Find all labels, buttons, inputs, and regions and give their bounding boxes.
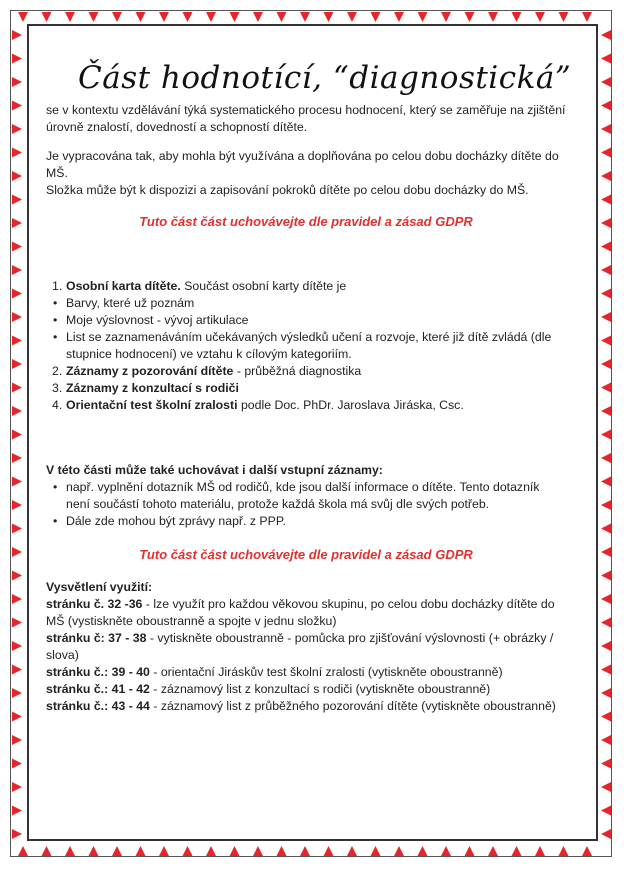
triangle-bottom (136, 846, 146, 856)
triangle-left (12, 30, 22, 40)
usage-line (46, 596, 566, 630)
bullet-item (46, 329, 566, 363)
triangle-top (206, 12, 216, 22)
triangle-bottom (159, 846, 169, 856)
usage-pages: stránku č.: 39 - 40 (46, 665, 150, 679)
triangle-top (18, 12, 28, 22)
triangle-left (12, 101, 22, 111)
triangle-bottom (559, 846, 569, 856)
triangle-bottom (277, 846, 287, 856)
triangle-bottom (324, 846, 334, 856)
triangle-left (12, 759, 22, 769)
triangle-right (601, 547, 611, 557)
triangle-right (601, 618, 611, 628)
triangle-left (12, 688, 22, 698)
triangle-top (535, 12, 545, 22)
usage-text: - záznamový list z průběžného pozorování dítěte (vytiskněte oboustranně) (149, 699, 556, 713)
triangle-top (230, 12, 240, 22)
item-number: 2. (52, 364, 63, 378)
triangle-right (601, 171, 611, 181)
triangle-right (601, 688, 611, 698)
usage-text: - orientační Jiráskův test školní zralosti (vytiskněte oboustranně) (149, 665, 503, 679)
triangle-bottom (347, 846, 357, 856)
triangle-bottom (441, 846, 451, 856)
usage-pages: stránku č.: 43 - 44 (46, 699, 150, 713)
bullet-icon: • (53, 330, 58, 344)
list-item (46, 380, 566, 397)
triangle-right (601, 500, 611, 510)
triangle-bottom (206, 846, 216, 856)
triangle-left (12, 571, 22, 581)
triangle-right (601, 195, 611, 205)
triangle-left (12, 500, 22, 510)
triangle-right (601, 453, 611, 463)
triangle-left (12, 54, 22, 64)
triangle-top (512, 12, 522, 22)
triangle-right (601, 665, 611, 675)
usage-pages: stránku č. 32 -36 (46, 597, 143, 611)
intro-paragraph: se v kontextu vzdělávání týká systematického procesu hodnocení, který se zaměřuje na zjištění úrovně znalostí, dovedností a schopností dítěte. (46, 103, 566, 134)
triangle-left (12, 359, 22, 369)
triangle-bottom (253, 846, 263, 856)
list-item (46, 363, 566, 380)
triangle-right (601, 735, 611, 745)
triangle-right (601, 712, 611, 722)
triangle-bottom (300, 846, 310, 856)
triangle-left (12, 453, 22, 463)
triangle-top (559, 12, 569, 22)
triangle-right (601, 289, 611, 299)
triangle-right (601, 101, 611, 111)
triangle-left (12, 477, 22, 487)
triangle-left (12, 312, 22, 322)
triangle-bottom (582, 846, 592, 856)
triangle-left (12, 430, 22, 440)
triangle-left (12, 712, 22, 722)
bullet-icon: • (53, 313, 58, 327)
triangle-top (441, 12, 451, 22)
triangle-top (89, 12, 99, 22)
triangle-bottom (394, 846, 404, 856)
triangle-right (601, 782, 611, 792)
bullet-item (46, 479, 566, 513)
triangle-right (601, 77, 611, 87)
folder-paragraph: Složka může být k dispozizi a zapisování pokroků dítěte po celou dobu docházky do MŠ. (46, 183, 529, 197)
usage-text: - vytiskněte oboustranně - pomůcka pro zjišťování výslovnosti (+ obrázky / slova) (46, 631, 554, 662)
triangle-right (601, 430, 611, 440)
triangle-top (65, 12, 75, 22)
triangle-right (601, 265, 611, 275)
triangle-left (12, 406, 22, 416)
triangle-right (601, 594, 611, 604)
triangle-top (582, 12, 592, 22)
triangle-bottom (42, 846, 52, 856)
usage-heading: Vysvětlení využití: (46, 580, 153, 594)
triangle-left (12, 148, 22, 158)
triangle-top (465, 12, 475, 22)
contents-list (46, 278, 566, 414)
triangle-top (394, 12, 404, 22)
list-item (46, 278, 566, 295)
triangle-top (136, 12, 146, 22)
triangle-top (112, 12, 122, 22)
page-content (46, 50, 572, 715)
triangle-right (601, 30, 611, 40)
triangle-right (601, 806, 611, 816)
triangle-right (601, 759, 611, 769)
triangle-left (12, 806, 22, 816)
item-text: podle Doc. PhDr. Jaroslava Jiráska, Csc. (237, 398, 464, 412)
triangle-bottom (18, 846, 28, 856)
triangle-bottom (488, 846, 498, 856)
triangle-bottom (112, 846, 122, 856)
triangle-left (12, 265, 22, 275)
bullet-item (46, 312, 566, 329)
bullet-icon: • (53, 296, 58, 310)
triangle-right (601, 124, 611, 134)
triangle-bottom (89, 846, 99, 856)
gdpr-note: Tuto část část uchovávejte dle pravidel a zásad GDPR (139, 214, 473, 229)
triangle-left (12, 336, 22, 346)
triangle-top (159, 12, 169, 22)
bullet-text: List se zaznamenáváním učekávaných výsledků učení a rozvoje, které již dítě zvládá (dle stupnice hodnocení) ve vztahu k cílovým kategoriím. (66, 330, 552, 361)
triangle-bottom (371, 846, 381, 856)
usage-text: - záznamový list z konzultací s rodiči (vytiskněte oboustranně) (149, 682, 491, 696)
triangle-right (601, 406, 611, 416)
item-number: 4. (52, 398, 63, 412)
triangle-left (12, 665, 22, 675)
triangle-top (371, 12, 381, 22)
triangle-right (601, 829, 611, 839)
triangle-top (418, 12, 428, 22)
bullet-item (46, 295, 566, 312)
item-title: Orientační test školní zralosti (66, 398, 238, 412)
triangle-right (601, 148, 611, 158)
triangle-left (12, 524, 22, 534)
triangle-left (12, 829, 22, 839)
triangle-bottom (418, 846, 428, 856)
triangle-left (12, 124, 22, 134)
gdpr-note-second: Tuto část část uchovávejte dle pravidel a zásad GDPR (139, 547, 473, 562)
item-number: 3. (52, 381, 63, 395)
triangle-left (12, 242, 22, 252)
item-text: Součást osobní karty dítěte je (180, 279, 347, 293)
triangle-right (601, 218, 611, 228)
triangle-top (183, 12, 193, 22)
item-title: Osobní karta dítěte. (66, 279, 181, 293)
availability-paragraph: Je vypracována tak, aby mohla být využívána a doplňována po celou dobu docházky dítěte do MŠ. (46, 149, 559, 180)
triangle-top (324, 12, 334, 22)
usage-line (46, 681, 566, 698)
usage-text: - lze využít pro každou věkovou skupinu, po celou dobu docházky dítěte do MŠ (vystiskněte oboustranně a spojte v jednu složku) (46, 597, 555, 628)
triangle-left (12, 383, 22, 393)
usage-line (46, 664, 566, 681)
triangle-right (601, 54, 611, 64)
usage-pages: stránku č: 37 - 38 (46, 631, 147, 645)
triangle-right (601, 242, 611, 252)
triangle-top (253, 12, 263, 22)
triangle-left (12, 218, 22, 228)
triangle-right (601, 571, 611, 581)
bullet-icon: • (53, 514, 58, 528)
triangle-bottom (65, 846, 75, 856)
triangle-top (277, 12, 287, 22)
triangle-left (12, 171, 22, 181)
triangle-bottom (183, 846, 193, 856)
triangle-left (12, 782, 22, 792)
triangle-bottom (512, 846, 522, 856)
bullet-text: např. vyplnění dotazník MŠ od rodičů, kde jsou další informace o dítěte. Tento dotazník není součástí tohoto materiálu, protože každá škola má svůj dle svých potřeb. (66, 480, 540, 511)
triangle-bottom (465, 846, 475, 856)
item-number: 1. (52, 279, 63, 293)
triangle-left (12, 289, 22, 299)
usage-line (46, 630, 566, 664)
triangle-left (12, 594, 22, 604)
triangle-left (12, 77, 22, 87)
item-title: Záznamy z konzultací s rodiči (66, 381, 239, 395)
item-text: - průběžná diagnostika (233, 364, 362, 378)
bullet-text: Moje výslovnost - vývoj artikulace (66, 313, 249, 327)
usage-pages: stránku č.: 41 - 42 (46, 682, 150, 696)
other-records-list (46, 479, 566, 530)
triangle-top (347, 12, 357, 22)
item-title: Záznamy z pozorování dítěte (66, 364, 234, 378)
triangle-top (488, 12, 498, 22)
triangle-bottom (230, 846, 240, 856)
other-records-heading: V této části může také uchovávat i další vstupní záznamy: (46, 463, 383, 477)
bullet-text: Barvy, které už poznám (66, 296, 195, 310)
triangle-right (601, 312, 611, 322)
page-title: Část hodnotící, “diagnostická” (78, 60, 572, 96)
triangle-right (601, 336, 611, 346)
triangle-top (300, 12, 310, 22)
triangle-left (12, 195, 22, 205)
triangle-right (601, 641, 611, 651)
triangle-right (601, 524, 611, 534)
triangle-right (601, 359, 611, 369)
usage-line (46, 698, 566, 715)
triangle-right (601, 477, 611, 487)
triangle-left (12, 641, 22, 651)
triangle-right (601, 383, 611, 393)
list-item (46, 397, 566, 414)
triangle-top (42, 12, 52, 22)
triangle-bottom (535, 846, 545, 856)
triangle-left (12, 618, 22, 628)
bullet-icon: • (53, 480, 58, 494)
bullet-text: Dále zde mohou být zprávy např. z PPP. (66, 514, 286, 528)
triangle-left (12, 735, 22, 745)
triangle-left (12, 547, 22, 557)
bullet-item (46, 513, 566, 530)
